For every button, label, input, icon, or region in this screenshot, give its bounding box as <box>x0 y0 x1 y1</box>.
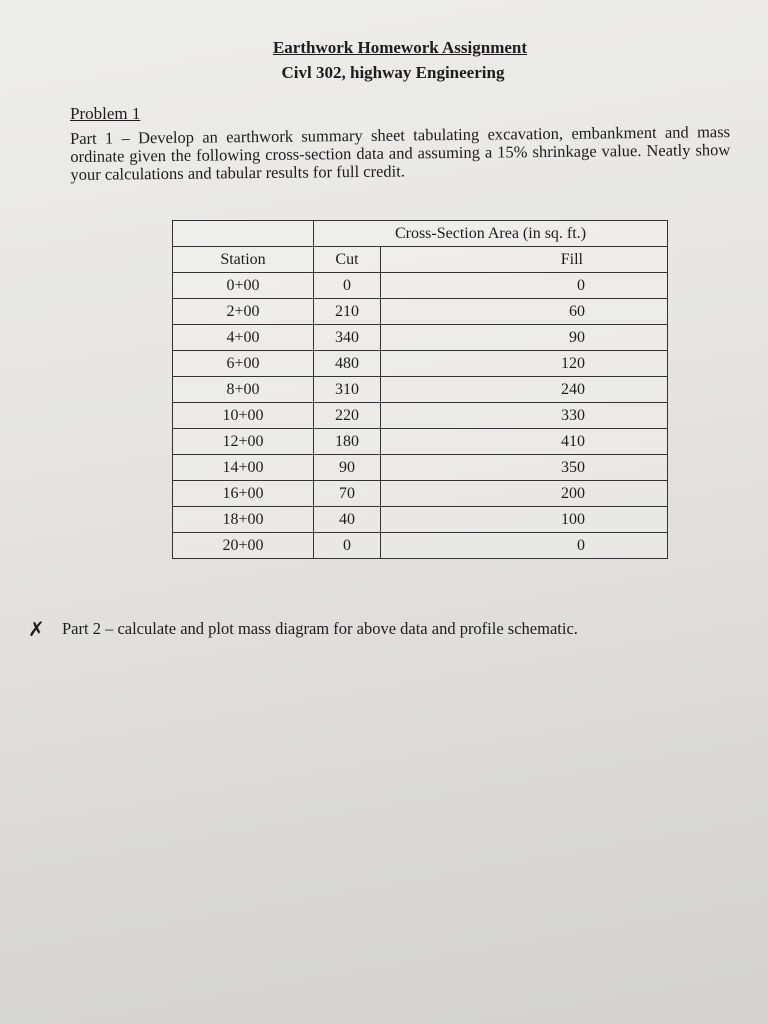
fill-cell: 350 <box>380 455 667 481</box>
table-header-row <box>173 247 668 273</box>
column-header-fill: Fill <box>380 247 667 273</box>
empty-cell <box>173 221 314 247</box>
part1-text: Part 1 – Develop an earthwork summary sheet tabulating excavation, embankment and mass ordinate given the following cross-section data and assuming a 15% shrinkage value. Neatly show your calculations and tabular results for full credit. <box>69 122 731 184</box>
fill-cell: 120 <box>380 351 667 377</box>
station-cell: 14+00 <box>173 455 314 481</box>
station-cell: 4+00 <box>173 325 314 351</box>
fill-cell: 60 <box>380 299 667 325</box>
document-title: Earthwork Homework Assignment <box>272 38 528 57</box>
station-cell: 10+00 <box>173 403 314 429</box>
column-header-station: Station <box>173 247 314 273</box>
fill-cell: 330 <box>380 403 667 429</box>
course-subtitle: Civl 302, highway Engineering <box>281 63 505 82</box>
table-row <box>173 429 668 455</box>
table-row <box>173 455 668 481</box>
cut-cell: 480 <box>314 351 381 377</box>
station-cell: 16+00 <box>173 481 314 507</box>
station-cell: 0+00 <box>173 273 314 299</box>
cut-cell: 90 <box>314 455 381 481</box>
cut-cell: 0 <box>314 533 381 559</box>
table-row <box>173 351 668 377</box>
problem-label: Problem 1 <box>70 104 141 123</box>
table-row <box>173 325 668 351</box>
fill-cell: 410 <box>380 429 667 455</box>
column-header-cut: Cut <box>314 247 381 273</box>
fill-cell: 100 <box>380 507 667 533</box>
cut-cell: 0 <box>314 273 381 299</box>
table-row <box>173 481 668 507</box>
table-group-header-row <box>173 221 668 247</box>
cut-cell: 340 <box>314 325 381 351</box>
group-header: Cross-Section Area (in sq. ft.) <box>314 221 668 247</box>
fill-cell: 200 <box>380 481 667 507</box>
cut-cell: 70 <box>314 481 381 507</box>
station-cell: 8+00 <box>173 377 314 403</box>
fill-cell: 0 <box>380 533 667 559</box>
table-row <box>173 403 668 429</box>
station-cell: 18+00 <box>173 507 314 533</box>
table-row <box>173 273 668 299</box>
table-row <box>173 507 668 533</box>
station-cell: 12+00 <box>173 429 314 455</box>
cut-cell: 210 <box>314 299 381 325</box>
cross-section-table <box>172 220 668 559</box>
station-cell: 20+00 <box>173 533 314 559</box>
table-row <box>173 533 668 559</box>
station-cell: 2+00 <box>173 299 314 325</box>
fill-cell: 0 <box>380 273 667 299</box>
station-cell: 6+00 <box>173 351 314 377</box>
cut-cell: 220 <box>314 403 381 429</box>
cut-cell: 310 <box>314 377 381 403</box>
part2-text: Part 2 – calculate and plot mass diagram for above data and profile schematic. <box>62 619 578 638</box>
table-row <box>173 377 668 403</box>
fill-cell: 240 <box>380 377 667 403</box>
cut-cell: 40 <box>314 507 381 533</box>
table-row <box>173 299 668 325</box>
cut-cell: 180 <box>314 429 381 455</box>
handwritten-star-icon: ✗ <box>28 619 45 641</box>
fill-cell: 90 <box>380 325 667 351</box>
